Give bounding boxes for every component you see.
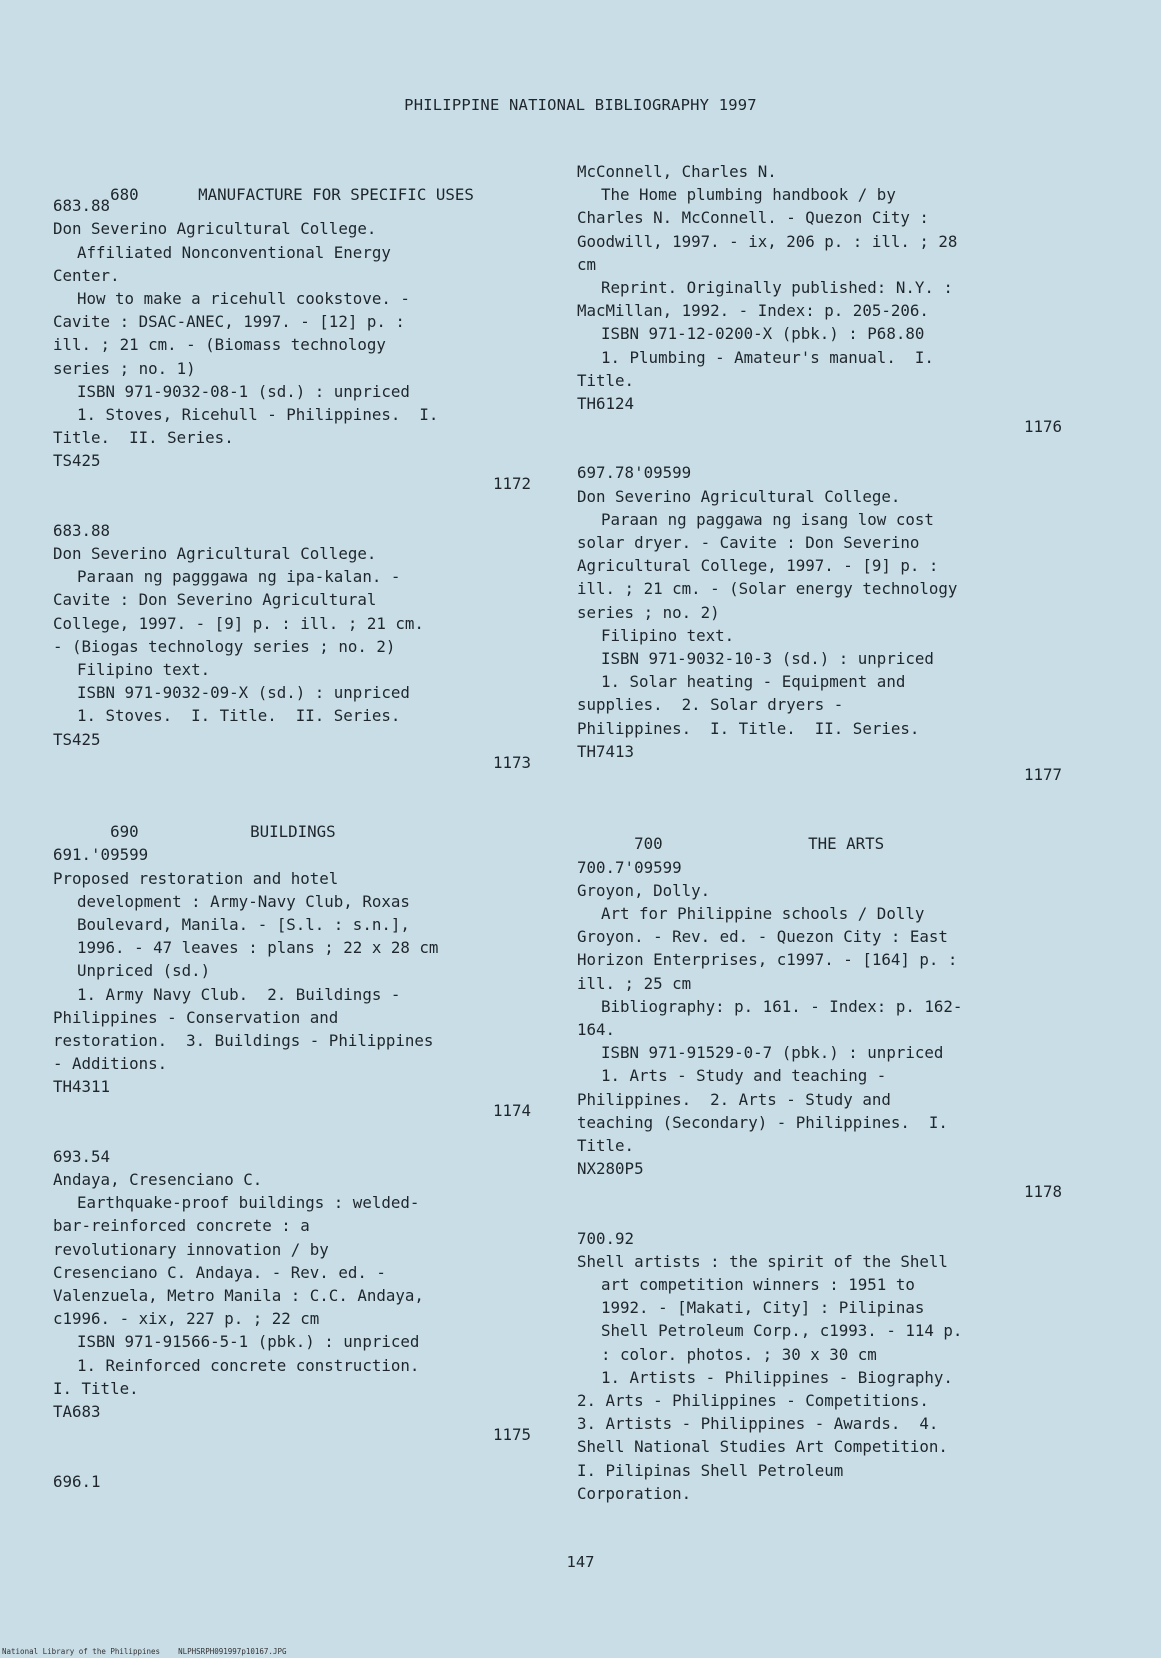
page-header: PHILIPPINE NATIONAL BIBLIOGRAPHY 1997 xyxy=(404,96,757,114)
isbn-line: ISBN 971-12-0200-X (pbk.) : P68.80 xyxy=(601,324,925,344)
entry-1173 xyxy=(53,519,531,774)
subjects-line: 1. Reinforced concrete construction. xyxy=(77,1355,420,1375)
entry-line: I. Title. xyxy=(53,1378,139,1398)
entry-line: Horizon Enterprises, c1997. - [164] p. : xyxy=(577,950,958,970)
section-code: 690 xyxy=(110,822,139,842)
entry-line: Corporation. xyxy=(577,1483,692,1503)
entry-line: 2. Arts - Philippines - Competitions. xyxy=(577,1390,929,1410)
entry-line: cm xyxy=(577,254,597,274)
subjects-line: 1. Stoves, Ricehull - Philippines. I. xyxy=(77,404,439,424)
entry-line: - (Biogas technology series ; no. 2) xyxy=(53,636,396,656)
entry-1175 xyxy=(53,1145,531,1446)
entry-line: Goodwill, 1997. - ix, 206 p. : ill. ; 28 xyxy=(577,231,958,251)
entry-heading: Andaya, Cresenciano C. xyxy=(53,1170,263,1190)
call-number: 700.7'09599 xyxy=(577,857,682,877)
subjects-line: 1. Solar heating - Equipment and xyxy=(601,672,906,692)
entry-line: Title. II. Series. xyxy=(53,428,234,448)
entry-1177 xyxy=(577,461,1062,786)
call-number: 693.54 xyxy=(53,1146,111,1166)
entry-title-line: Earthquake-proof buildings : welded- xyxy=(77,1193,420,1213)
lc-class: TH6124 xyxy=(577,393,635,413)
entry-heading: Proposed restoration and hotel xyxy=(53,868,339,888)
entry-number: 1176 xyxy=(1023,417,1062,437)
call-number-continued: 696.1 xyxy=(53,1471,101,1491)
entry-1174 xyxy=(53,843,531,1121)
entry-1178 xyxy=(577,856,1062,1204)
call-number: 691.'09599 xyxy=(53,845,149,865)
section-code: 700 xyxy=(634,834,663,854)
entry-heading: Don Severino Agricultural College. xyxy=(53,544,377,563)
subjects-line: 1. Plumbing - Amateur's manual. I. xyxy=(601,347,934,367)
call-number: 683.88 xyxy=(53,520,111,540)
entry-line: College, 1997. - [9] p. : ill. ; 21 cm. xyxy=(53,613,424,633)
entry-line: series ; no. 1) xyxy=(53,358,196,378)
note-line: Reprint. Originally published: N.Y. : xyxy=(601,277,953,297)
entry-line: Center. xyxy=(53,265,120,285)
subjects-line: 1. Artists - Philippines - Biography. xyxy=(601,1367,953,1387)
entry-number: 1172 xyxy=(492,474,531,494)
section-name: THE ARTS xyxy=(808,834,885,854)
note-line: Filipino text. xyxy=(77,659,211,679)
entry-line: Charles N. McConnell. - Quezon City : xyxy=(577,208,929,228)
entry-line: bar-reinforced concrete : a xyxy=(53,1216,310,1236)
isbn-line: ISBN 971-91566-5-1 (pbk.) : unpriced xyxy=(77,1332,420,1352)
entry-line: Cavite : DSAC-ANEC, 1997. - [12] p. : xyxy=(53,312,405,332)
lc-class: NX280P5 xyxy=(577,1159,644,1179)
entry-line: art competition winners : 1951 to xyxy=(601,1275,915,1294)
entry-number: 1177 xyxy=(1023,764,1062,784)
subjects-line: 1. Army Navy Club. 2. Buildings - xyxy=(77,984,401,1004)
call-number: 683.88 xyxy=(53,196,111,216)
entry-line: development : Army-Navy Club, Roxas xyxy=(77,891,410,911)
entry-line: MacMillan, 1992. - Index: p. 205-206. xyxy=(577,301,929,321)
entry-line: Cavite : Don Severino Agricultural xyxy=(53,590,377,610)
entry-line: Title. xyxy=(577,1135,635,1155)
isbn-line: ISBN 971-9032-09-X (sd.) : unpriced xyxy=(77,683,410,703)
lc-class: TH7413 xyxy=(577,741,635,761)
section-name: BUILDINGS xyxy=(250,822,336,842)
entry-heading: Shell artists : the spirit of the Shell xyxy=(577,1251,948,1271)
entry-line: series ; no. 2) xyxy=(577,602,720,622)
section-code: 680 xyxy=(110,185,139,205)
entry-1179 xyxy=(577,1227,1062,1505)
entry-line: teaching (Secondary) - Philippines. I. xyxy=(577,1112,948,1132)
entry-number: 1173 xyxy=(492,752,531,772)
entry-line: I. Pilipinas Shell Petroleum xyxy=(577,1460,844,1480)
left-column xyxy=(53,160,531,1493)
section-name: MANUFACTURE FOR SPECIFIC USES xyxy=(198,185,474,205)
right-column xyxy=(577,160,1062,1505)
entry-line: Shell Petroleum Corp., c1993. - 114 p. xyxy=(601,1321,963,1341)
entry-line: Groyon. - Rev. ed. - Quezon City : East xyxy=(577,927,948,947)
lc-class: TH4311 xyxy=(53,1077,111,1097)
section-heading-680 xyxy=(53,160,531,205)
entry-number: 1174 xyxy=(492,1100,531,1120)
call-number: 700.92 xyxy=(577,1228,635,1248)
entry-line: : color. photos. ; 30 x 30 cm xyxy=(601,1344,877,1364)
call-number: 697.78'09599 xyxy=(577,463,692,483)
entry-line: solar dryer. - Cavite : Don Severino xyxy=(577,533,920,552)
entry-line: Cresenciano C. Andaya. - Rev. ed. - xyxy=(53,1262,386,1282)
isbn-line: ISBN 971-9032-08-1 (sd.) : unpriced xyxy=(77,381,410,401)
note-line: Filipino text. xyxy=(601,625,735,645)
entry-line: Boulevard, Manila. - [S.l. : s.n.], xyxy=(77,915,410,934)
entry-1176 xyxy=(577,160,1062,438)
entry-line: - Additions. xyxy=(53,1054,168,1074)
note-line: Bibliography: p. 161. - Index: p. 162- xyxy=(601,996,963,1016)
entry-line: restoration. 3. Buildings - Philippines xyxy=(53,1030,434,1050)
entry-line: Philippines - Conservation and xyxy=(53,1007,339,1027)
entry-number: 1178 xyxy=(1023,1182,1062,1202)
entry-number: 1175 xyxy=(492,1425,531,1445)
entry-line: Agricultural College, 1997. - [9] p. : xyxy=(577,556,939,576)
scan-footer-note: National Library of the Philippines NLPHSRPH091997p10167.JPG xyxy=(2,1647,287,1656)
entry-line: Philippines. I. Title. II. Series. xyxy=(577,718,920,738)
entry-line: supplies. 2. Solar dryers - xyxy=(577,695,844,715)
entry-1172 xyxy=(53,194,531,495)
entry-line: 164. xyxy=(577,1019,616,1039)
entry-line: c1996. - xix, 227 p. ; 22 cm xyxy=(53,1309,320,1329)
entry-line: Shell National Studies Art Competition. xyxy=(577,1437,948,1457)
entry-heading: Groyon, Dolly. xyxy=(577,880,711,900)
lc-class: TA683 xyxy=(53,1401,101,1421)
section-heading-700 xyxy=(577,809,1062,854)
lc-class: TS425 xyxy=(53,451,101,471)
entry-line: Affiliated Nonconventional Energy xyxy=(77,242,391,262)
entry-title-line: How to make a ricehull cookstove. - xyxy=(77,288,410,308)
entry-line: Valenzuela, Metro Manila : C.C. Andaya, xyxy=(53,1286,424,1305)
section-heading-690 xyxy=(53,797,531,842)
entry-line: ill. ; 25 cm xyxy=(577,973,692,993)
lc-class: TS425 xyxy=(53,729,101,749)
subjects-line: 1. Stoves. I. Title. II. Series. xyxy=(77,706,401,726)
entry-title-line: Art for Philippine schools / Dolly xyxy=(601,904,925,923)
entry-title-line: The Home plumbing handbook / by xyxy=(601,185,896,205)
entry-heading: Don Severino Agricultural College. xyxy=(53,219,377,239)
entry-title-line: Paraan ng paggawa ng isang low cost xyxy=(601,509,934,529)
entry-line: 1992. - [Makati, City] : Pilipinas xyxy=(601,1298,925,1318)
entry-line: Unpriced (sd.) xyxy=(77,961,211,981)
entry-line: ill. ; 21 cm. - (Solar energy technology xyxy=(577,579,958,599)
entry-line: Philippines. 2. Arts - Study and xyxy=(577,1089,891,1109)
entry-line: ill. ; 21 cm. - (Biomass technology xyxy=(53,335,386,355)
entry-line: revolutionary innovation / by xyxy=(53,1239,329,1259)
isbn-line: ISBN 971-91529-0-7 (pbk.) : unpriced xyxy=(601,1043,944,1063)
entry-heading: Don Severino Agricultural College. xyxy=(577,486,901,506)
entry-title-line: Paraan ng pagggawa ng ipa-kalan. - xyxy=(77,567,401,587)
entry-heading: McConnell, Charles N. xyxy=(577,162,777,181)
isbn-line: ISBN 971-9032-10-3 (sd.) : unpriced xyxy=(601,648,934,668)
subjects-line: 1. Arts - Study and teaching - xyxy=(601,1066,887,1086)
page-number: 147 xyxy=(566,1553,595,1571)
entry-line: Title. xyxy=(577,370,635,390)
entry-line: 1996. - 47 leaves : plans ; 22 x 28 cm xyxy=(77,938,439,958)
entry-line: 3. Artists - Philippines - Awards. 4. xyxy=(577,1414,939,1434)
